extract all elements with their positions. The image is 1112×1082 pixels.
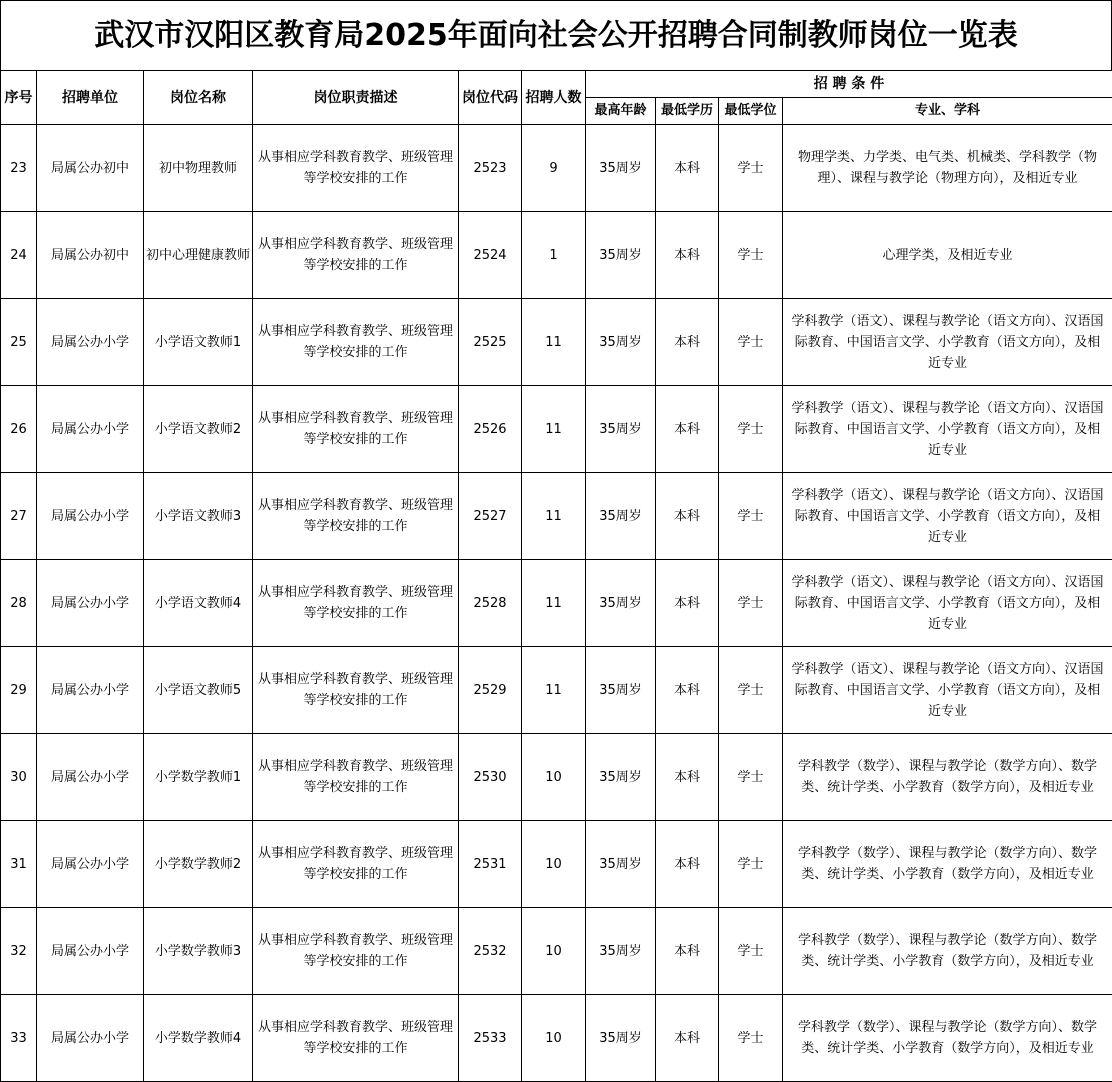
cell-degree: 学士 — [719, 821, 783, 908]
cell-post: 小学数学教师4 — [144, 995, 253, 1082]
cell-unit: 局属公办小学 — [37, 386, 144, 473]
cell-code: 2527 — [459, 473, 522, 560]
cell-code: 2531 — [459, 821, 522, 908]
cell-age: 35周岁 — [586, 212, 656, 299]
cell-unit: 局属公办小学 — [37, 473, 144, 560]
cell-unit: 局属公办初中 — [37, 212, 144, 299]
header-post: 岗位名称 — [144, 71, 253, 125]
table-row — [1, 995, 1112, 1082]
cell-duty: 从事相应学科教育教学、班级管理等学校安排的工作 — [253, 560, 459, 647]
cell-seq: 28 — [1, 560, 37, 647]
cell-post: 小学语文教师5 — [144, 647, 253, 734]
cell-edu: 本科 — [656, 734, 719, 821]
cell-seq: 29 — [1, 647, 37, 734]
cell-edu: 本科 — [656, 821, 719, 908]
cell-age: 35周岁 — [586, 299, 656, 386]
cell-seq: 25 — [1, 299, 37, 386]
cell-count: 9 — [522, 125, 586, 212]
cell-count: 10 — [522, 995, 586, 1082]
cell-duty: 从事相应学科教育教学、班级管理等学校安排的工作 — [253, 734, 459, 821]
cell-unit: 局属公办小学 — [37, 821, 144, 908]
cell-post: 小学语文教师3 — [144, 473, 253, 560]
cell-major: 心理学类，及相近专业 — [783, 212, 1112, 299]
header-edu: 最低学历 — [656, 98, 719, 125]
cell-duty: 从事相应学科教育教学、班级管理等学校安排的工作 — [253, 386, 459, 473]
cell-degree: 学士 — [719, 125, 783, 212]
cell-seq: 24 — [1, 212, 37, 299]
cell-seq: 30 — [1, 734, 37, 821]
cell-edu: 本科 — [656, 647, 719, 734]
cell-major: 学科教学（语文）、课程与教学论（语文方向）、汉语国际教育、中国语言文学、小学教育（语文方向），及相近专业 — [783, 299, 1112, 386]
cell-post: 小学数学教师3 — [144, 908, 253, 995]
cell-unit: 局属公办小学 — [37, 734, 144, 821]
table-row — [1, 821, 1112, 908]
cell-duty: 从事相应学科教育教学、班级管理等学校安排的工作 — [253, 299, 459, 386]
cell-post: 初中心理健康教师 — [144, 212, 253, 299]
cell-edu: 本科 — [656, 299, 719, 386]
table-row — [1, 386, 1112, 473]
cell-code: 2528 — [459, 560, 522, 647]
cell-unit: 局属公办小学 — [37, 908, 144, 995]
cell-edu: 本科 — [656, 473, 719, 560]
cell-major: 学科教学（语文）、课程与教学论（语文方向）、汉语国际教育、中国语言文学、小学教育（语文方向），及相近专业 — [783, 473, 1112, 560]
table-row — [1, 647, 1112, 734]
cell-major: 学科教学（语文）、课程与教学论（语文方向）、汉语国际教育、中国语言文学、小学教育（语文方向），及相近专业 — [783, 386, 1112, 473]
cell-degree: 学士 — [719, 908, 783, 995]
cell-duty: 从事相应学科教育教学、班级管理等学校安排的工作 — [253, 212, 459, 299]
cell-duty: 从事相应学科教育教学、班级管理等学校安排的工作 — [253, 908, 459, 995]
table-row — [1, 560, 1112, 647]
cell-major: 学科教学（语文）、课程与教学论（语文方向）、汉语国际教育、中国语言文学、小学教育（语文方向），及相近专业 — [783, 647, 1112, 734]
cell-age: 35周岁 — [586, 647, 656, 734]
cell-edu: 本科 — [656, 212, 719, 299]
page-title: 武汉市汉阳区教育局2025年面向社会公开招聘合同制教师岗位一览表 — [0, 0, 1112, 70]
table-row — [1, 125, 1112, 212]
header-seq: 序号 — [1, 71, 37, 125]
cell-duty: 从事相应学科教育教学、班级管理等学校安排的工作 — [253, 647, 459, 734]
table-row — [1, 212, 1112, 299]
cell-age: 35周岁 — [586, 821, 656, 908]
cell-unit: 局属公办小学 — [37, 995, 144, 1082]
cell-seq: 31 — [1, 821, 37, 908]
table-row — [1, 908, 1112, 995]
cell-count: 11 — [522, 299, 586, 386]
cell-duty: 从事相应学科教育教学、班级管理等学校安排的工作 — [253, 125, 459, 212]
table-row — [1, 299, 1112, 386]
cell-degree: 学士 — [719, 299, 783, 386]
cell-post: 小学数学教师1 — [144, 734, 253, 821]
cell-degree: 学士 — [719, 560, 783, 647]
cell-edu: 本科 — [656, 908, 719, 995]
cell-seq: 27 — [1, 473, 37, 560]
cell-age: 35周岁 — [586, 995, 656, 1082]
cell-degree: 学士 — [719, 647, 783, 734]
cell-age: 35周岁 — [586, 908, 656, 995]
cell-seq: 33 — [1, 995, 37, 1082]
cell-post: 小学语文教师1 — [144, 299, 253, 386]
cell-degree: 学士 — [719, 212, 783, 299]
cell-major: 学科教学（语文）、课程与教学论（语文方向）、汉语国际教育、中国语言文学、小学教育（语文方向），及相近专业 — [783, 560, 1112, 647]
cell-age: 35周岁 — [586, 560, 656, 647]
header-conditions: 招 聘 条 件 — [586, 71, 1112, 98]
cell-duty: 从事相应学科教育教学、班级管理等学校安排的工作 — [253, 473, 459, 560]
cell-age: 35周岁 — [586, 125, 656, 212]
cell-code: 2524 — [459, 212, 522, 299]
header-major: 专业、学科 — [783, 98, 1112, 125]
cell-count: 11 — [522, 560, 586, 647]
cell-edu: 本科 — [656, 386, 719, 473]
cell-edu: 本科 — [656, 560, 719, 647]
cell-degree: 学士 — [719, 386, 783, 473]
cell-major: 学科教学（数学）、课程与教学论（数学方向）、数学类、统计学类、小学教育（数学方向），及相近专业 — [783, 995, 1112, 1082]
cell-age: 35周岁 — [586, 473, 656, 560]
cell-post: 小学语文教师2 — [144, 386, 253, 473]
cell-major: 学科教学（数学）、课程与教学论（数学方向）、数学类、统计学类、小学教育（数学方向），及相近专业 — [783, 734, 1112, 821]
cell-age: 35周岁 — [586, 734, 656, 821]
cell-major: 学科教学（数学）、课程与教学论（数学方向）、数学类、统计学类、小学教育（数学方向），及相近专业 — [783, 908, 1112, 995]
cell-code: 2523 — [459, 125, 522, 212]
cell-post: 小学数学教师2 — [144, 821, 253, 908]
header-code: 岗位代码 — [459, 71, 522, 125]
cell-count: 10 — [522, 821, 586, 908]
header-age: 最高年龄 — [586, 98, 656, 125]
cell-edu: 本科 — [656, 995, 719, 1082]
cell-code: 2532 — [459, 908, 522, 995]
header-count: 招聘人数 — [522, 71, 586, 125]
header-duty: 岗位职责描述 — [253, 71, 459, 125]
cell-degree: 学士 — [719, 473, 783, 560]
cell-major: 学科教学（数学）、课程与教学论（数学方向）、数学类、统计学类、小学教育（数学方向），及相近专业 — [783, 821, 1112, 908]
cell-unit: 局属公办小学 — [37, 560, 144, 647]
table-row — [1, 473, 1112, 560]
cell-count: 11 — [522, 386, 586, 473]
cell-seq: 26 — [1, 386, 37, 473]
cell-degree: 学士 — [719, 734, 783, 821]
header-unit: 招聘单位 — [37, 71, 144, 125]
header-degree: 最低学位 — [719, 98, 783, 125]
cell-code: 2525 — [459, 299, 522, 386]
cell-count: 10 — [522, 908, 586, 995]
header-row-1 — [1, 71, 1112, 98]
cell-code: 2529 — [459, 647, 522, 734]
recruitment-table — [0, 70, 1112, 1082]
cell-post: 小学语文教师4 — [144, 560, 253, 647]
cell-degree: 学士 — [719, 995, 783, 1082]
cell-duty: 从事相应学科教育教学、班级管理等学校安排的工作 — [253, 995, 459, 1082]
cell-post: 初中物理教师 — [144, 125, 253, 212]
cell-seq: 32 — [1, 908, 37, 995]
cell-unit: 局属公办小学 — [37, 299, 144, 386]
cell-edu: 本科 — [656, 125, 719, 212]
cell-code: 2526 — [459, 386, 522, 473]
table-row — [1, 734, 1112, 821]
cell-count: 11 — [522, 473, 586, 560]
cell-code: 2533 — [459, 995, 522, 1082]
table-body — [1, 125, 1112, 1082]
cell-seq: 23 — [1, 125, 37, 212]
cell-count: 10 — [522, 734, 586, 821]
cell-code: 2530 — [459, 734, 522, 821]
cell-count: 1 — [522, 212, 586, 299]
cell-duty: 从事相应学科教育教学、班级管理等学校安排的工作 — [253, 821, 459, 908]
cell-count: 11 — [522, 647, 586, 734]
cell-major: 物理学类、力学类、电气类、机械类、学科教学（物理）、课程与教学论（物理方向），及相近专业 — [783, 125, 1112, 212]
cell-unit: 局属公办小学 — [37, 647, 144, 734]
cell-unit: 局属公办初中 — [37, 125, 144, 212]
cell-age: 35周岁 — [586, 386, 656, 473]
